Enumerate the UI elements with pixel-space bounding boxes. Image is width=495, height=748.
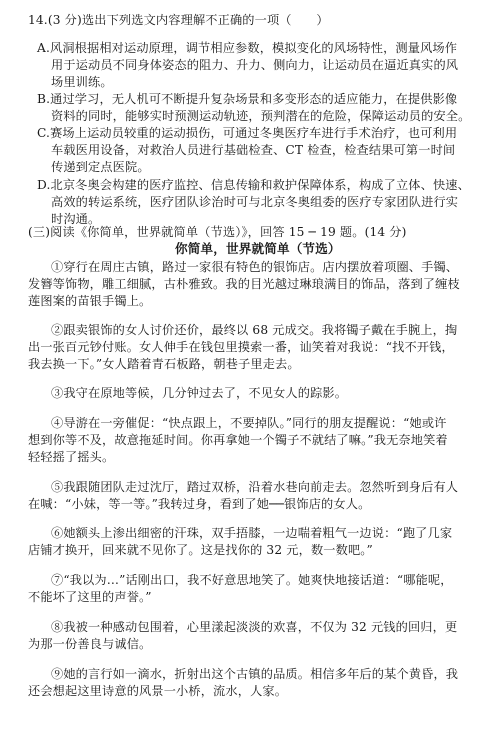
paragraph-9-line1: ⑨她的言行如一滴水，折射出这个古镇的品质。相信多年后的某个黄昏，我 <box>51 667 459 681</box>
paragraph-1-line1: ①穿行在周庄古镇，路过一家很有特色的银饰店。店内摆放着项圈、手镯、 <box>51 260 459 274</box>
paragraph-2-line2: 出一张百元钞付账。女人伸手在钱包里摸索一番，讪笑着对我说：“找不开钱， <box>28 340 454 354</box>
paragraph-5-line2: 在喊：“小妹，等一等。”我转过身，看到了她──银饰店的女人。 <box>28 497 371 511</box>
q14-option-b-line1: B.通过学习，无人机可不断提升复杂场景和多变形态的适应能力，在提供影像 <box>37 92 458 106</box>
paragraph-1-line2: 发簪等饰物，雕工细腻，古朴雅致。我的目光越过琳琅满目的饰品，落到了缠枝 <box>28 277 460 291</box>
paragraph-3-line1: ③我守在原地等候，几分钟过去了，不见女人的踪影。 <box>51 386 348 400</box>
q14-option-d-line2: 高效的转运系统，医疗团队诊治时可与北京冬奥组委的医疗专家团队进行实 <box>51 195 459 209</box>
q14-option-d-line3: 时沟通。 <box>51 212 101 226</box>
paragraph-1-line3: 莲图案的苗银手镯上。 <box>28 294 152 308</box>
paragraph-6-line1: ⑥她额头上渗出细密的汗珠，双手捂膝，一边喘着粗气一边说：“跑了几家 <box>51 526 453 540</box>
q14-option-c-line2: 车载医用设备，对救治人员进行基础检查、CT 检查，检查结果可第一时间 <box>51 143 456 157</box>
q14-option-b-line2: 资料的同时，能够实时预测运动轨迹，预判潜在的危险，保障运动员的安全。 <box>51 109 471 123</box>
paragraph-4-line2: 想到你等不及，故意拖延时间。你再拿她一个镯子不就结了嘛。”我无奈地笑着 <box>28 433 448 447</box>
paragraph-7-line1: ⑦“我以为…”话刚出口，我不好意思地笑了。她爽快地接话道：“哪能呢， <box>51 573 453 587</box>
paragraph-2-line3: 我去换一下。”女人踏着青石板路，朝巷子里走去。 <box>28 357 300 371</box>
paragraph-4-line1: ④导游在一旁催促：“快点跟上，不要掉队。”同行的朋友提醒说：“她或许 <box>51 416 447 430</box>
q14-option-a-line2: 用于运动员不同身体姿态的阻力、升力、侧向力，让运动员在逼近真实的风 <box>51 58 459 72</box>
q14-option-a-line3: 场里训练。 <box>51 75 113 89</box>
section3-intro: (三)阅读《你简单，世界就简单（节选）》，回答 15 ─ 19 题。(14 分) <box>28 225 407 239</box>
q14-option-c-line1: C.赛场上运动员较重的运动损伤，可通过冬奥医疗车进行手术治疗，也可利用 <box>37 126 458 140</box>
paragraph-8-line1: ⑧我被一种感动包围着，心里漾起淡淡的欢喜，不仅为 32 元钱的回归，更 <box>51 620 458 634</box>
paragraph-6-line2: 店铺才换开，回来就不见你了。这是找你的 32 元，数一数吧。” <box>28 543 373 557</box>
paragraph-2-line1: ②跟卖银饰的女人讨价还价，最终以 68 元成交。我将镯子戴在手腕上，掏 <box>51 323 458 337</box>
passage-title: 你简单，世界就简单（节选） <box>175 241 341 256</box>
q14-option-d-line1: D.北京冬奥会构建的医疗监控、信息传输和救护保障体系，构成了立体、快速、 <box>37 178 470 192</box>
q14-stem: 14.(3 分)选出下列选文内容理解不正确的一项（ ） <box>28 13 329 27</box>
q14-option-c-line3: 传递到定点医院。 <box>51 160 150 174</box>
paragraph-7-line2: 不能坏了这里的声誉。” <box>28 590 152 604</box>
paragraph-4-line3: 轻轻摇了摇头。 <box>28 450 115 464</box>
q14-option-a-line1: A.风洞根据相对运动原理，调节相应参数，模拟变化的风场特性，测量风场作 <box>37 41 458 55</box>
paragraph-5-line1: ⑤我跟随团队走过沈厅，踏过双桥，沿着水巷向前走去。忽然听到身后有人 <box>51 480 459 494</box>
paragraph-8-line2: 为那一份善良与诚信。 <box>28 637 152 651</box>
paragraph-9-line2: 还会想起这里诗意的风景一小桥，流水，人家。 <box>28 684 288 698</box>
